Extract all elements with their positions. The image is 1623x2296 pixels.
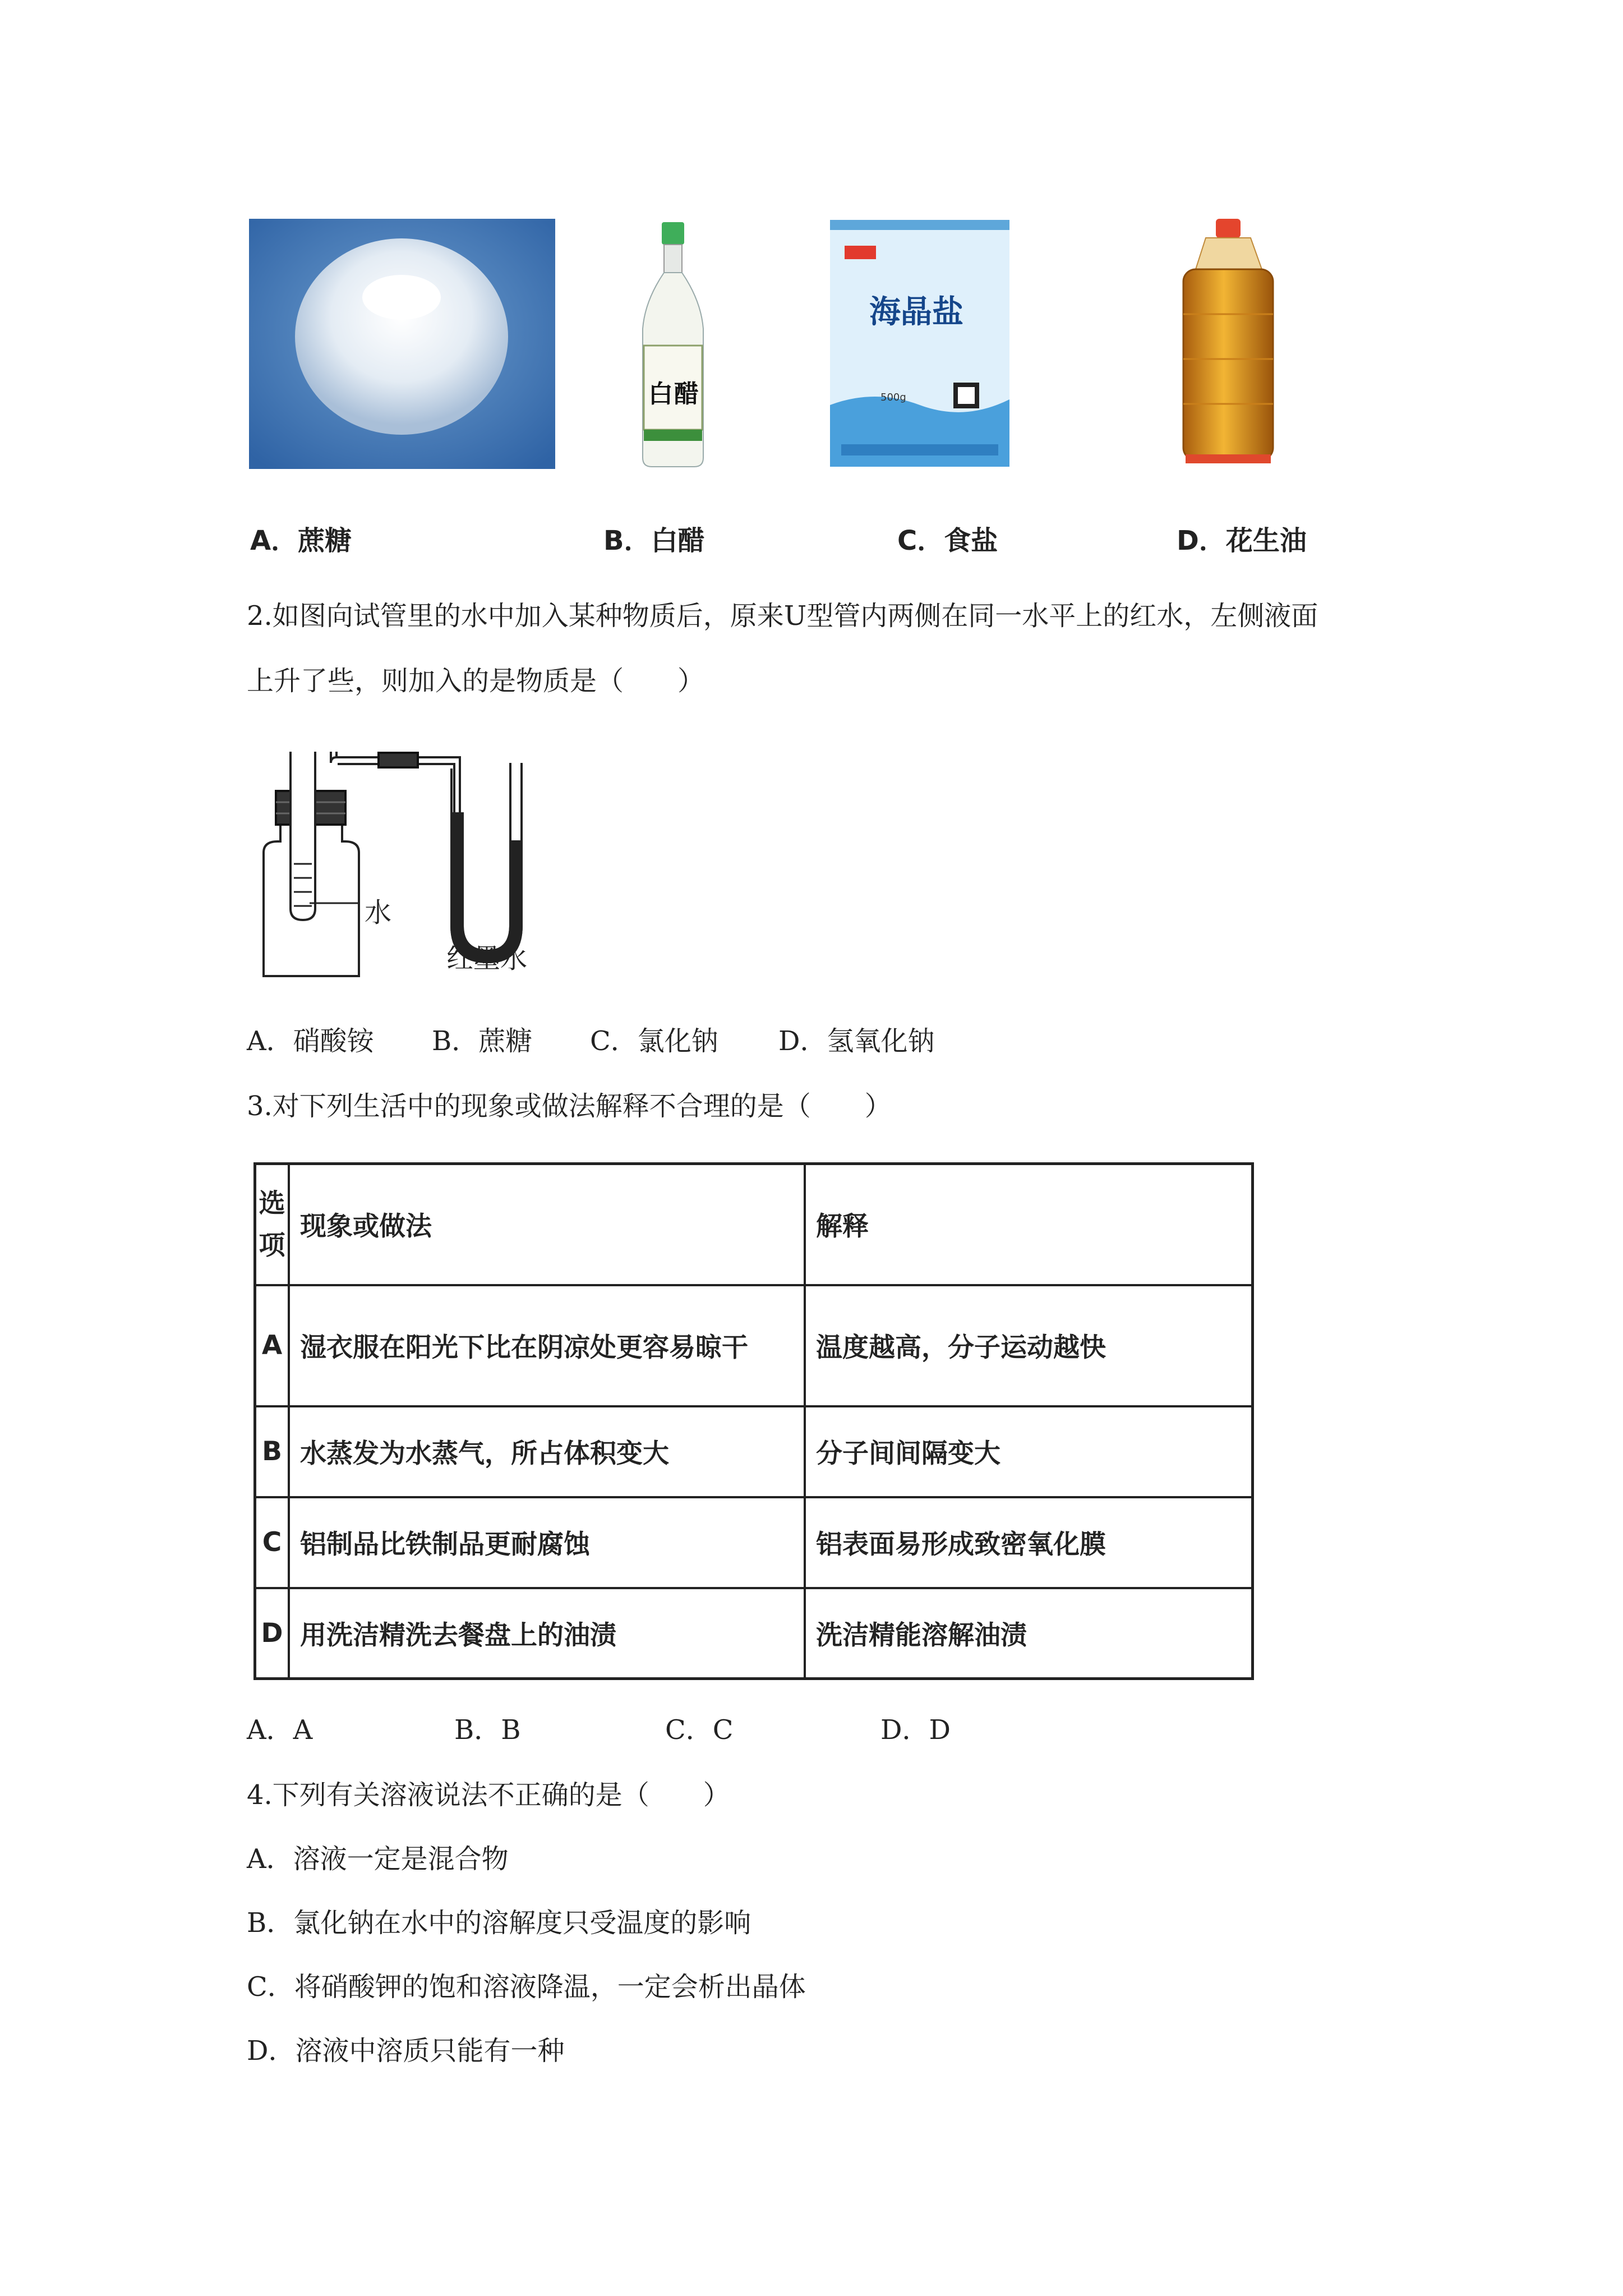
- q1-option-c: C．食盐: [897, 525, 998, 556]
- row-explanation: 温度越高，分子运动越快: [805, 1285, 1253, 1406]
- q4-option-b: B．氯化钠在水中的溶解度只受温度的影响: [247, 1907, 751, 1939]
- q3-table: [253, 1162, 1254, 1680]
- q3-stem: 3.对下列生活中的现象或做法解释不合理的是（ ）: [247, 1091, 892, 1122]
- salt-image: [830, 220, 1009, 467]
- row-phenomenon: 水蒸发为水蒸气，所占体积变大: [289, 1406, 805, 1497]
- label-red-ink: 红墨水: [446, 943, 528, 974]
- q4-stem: 4.下列有关溶液说法不正确的是（ ）: [247, 1779, 730, 1811]
- q3-option-c: C．C: [665, 1714, 734, 1746]
- row-option: D: [255, 1588, 289, 1679]
- q2-option-c: C．氯化钠: [590, 1025, 718, 1057]
- row-phenomenon: 铝制品比铁制品更耐腐蚀: [289, 1497, 805, 1588]
- q2-option-b: B．蔗糖: [432, 1025, 533, 1057]
- sugar-image: [249, 219, 555, 469]
- row-explanation: 分子间间隔变大: [805, 1406, 1253, 1497]
- row-option: A: [255, 1285, 289, 1406]
- salt-title: 海晶盐: [869, 294, 963, 330]
- q4-option-a: A．溶液一定是混合物: [247, 1843, 509, 1875]
- q4-option-c: C．将硝酸钾的饱和溶液降温，一定会析出晶体: [247, 1971, 806, 2003]
- row-phenomenon: 用洗洁精洗去餐盘上的油渍: [289, 1588, 805, 1679]
- q2-option-a: A．硝酸铵: [247, 1025, 374, 1057]
- header-explanation: 解释: [805, 1164, 1253, 1285]
- row-option: B: [255, 1406, 289, 1497]
- q3-option-b: B．B: [454, 1714, 521, 1746]
- row-explanation: 铝表面易形成致密氧化膜: [805, 1497, 1253, 1588]
- table-header-row: [255, 1164, 1253, 1285]
- q3-option-d: D．D: [880, 1714, 951, 1746]
- label-water: 水: [365, 897, 392, 928]
- salt-weight: 500g: [880, 392, 906, 403]
- table-row: [255, 1406, 1253, 1497]
- vinegar-label: 白醋: [648, 380, 700, 408]
- q3-option-a: A．A: [247, 1714, 313, 1746]
- row-option: C: [255, 1497, 289, 1588]
- header-option: 选 项: [255, 1164, 289, 1285]
- header-phenomenon: 现象或做法: [289, 1164, 805, 1285]
- q2-option-d: D．氢氧化钠: [778, 1025, 935, 1057]
- q2-stem-line2: 上升了些，则加入的是物质是（ ）: [247, 665, 705, 697]
- q1-option-b: B．白醋: [603, 525, 705, 556]
- table-row: [255, 1588, 1253, 1679]
- row-phenomenon: 湿衣服在阳光下比在阴凉处更容易晾干: [289, 1285, 805, 1406]
- peanut-oil-image: [1166, 219, 1290, 468]
- table-row: [255, 1497, 1253, 1588]
- q2-stem-line1: 2.如图向试管里的水中加入某种物质后，原来U型管内两侧在同一水平上的红水，左侧液面: [247, 600, 1318, 632]
- table-row: [255, 1285, 1253, 1406]
- u-tube-apparatus-diagram: [247, 740, 561, 987]
- row-explanation: 洗洁精能溶解油渍: [805, 1588, 1253, 1679]
- q4-option-d: D．溶液中溶质只能有一种: [247, 2035, 565, 2067]
- q1-option-a: A．蔗糖: [250, 525, 352, 556]
- vinegar-image: [634, 222, 712, 469]
- q1-option-d: D．花生油: [1177, 525, 1307, 556]
